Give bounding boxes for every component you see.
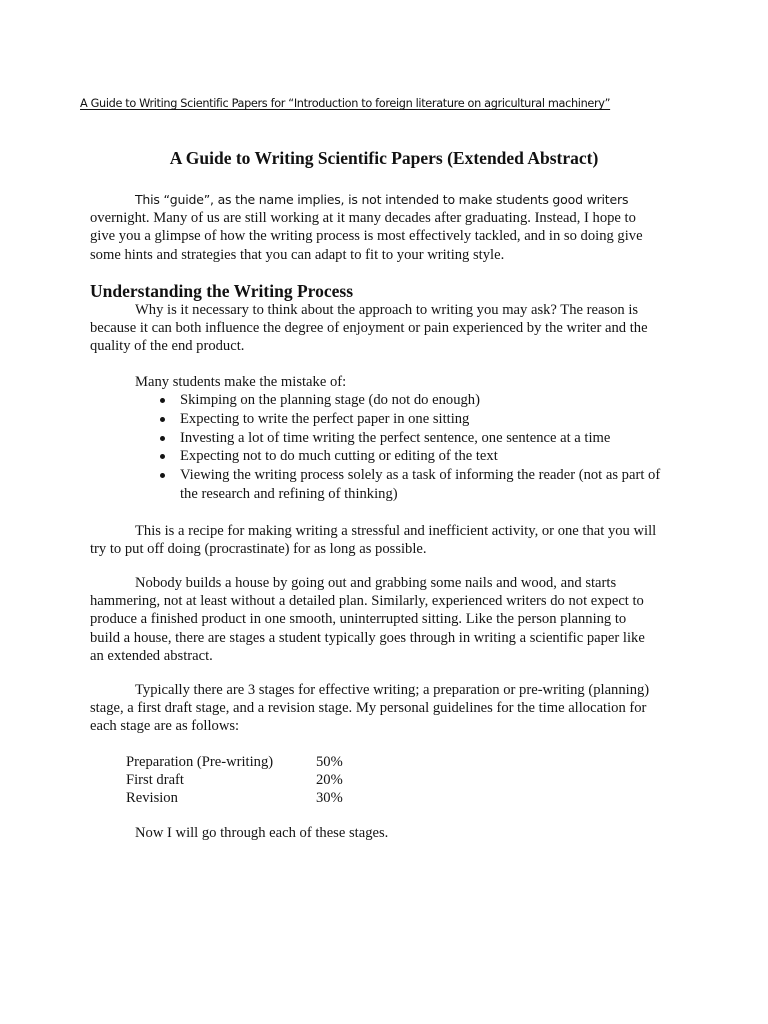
- allocation-stage: Revision: [126, 790, 178, 807]
- house-line: an extended abstract.: [90, 647, 213, 664]
- allocation-stage: Preparation (Pre-writing): [126, 754, 274, 770]
- stages-line: stage, a first draft stage, and a revision stage. My personal guidelines for the time allocation for: [90, 700, 647, 717]
- allocation-table: [126, 753, 343, 808]
- table-row: [126, 789, 343, 807]
- bullet-icon: [160, 436, 165, 441]
- bullet-icon: [160, 398, 165, 403]
- bullet-icon: [160, 417, 165, 422]
- house-line: produce a finished product in one smooth, uninterrupted sitting. Like the person planning to: [90, 611, 627, 628]
- list-item-text: the research and refining of thinking): [180, 485, 398, 502]
- list-item: [158, 410, 660, 429]
- allocation-percent: 50%: [316, 754, 343, 770]
- closing-line: Now I will go through each of these stages.: [135, 825, 389, 841]
- section-heading: Understanding the Writing Process: [90, 281, 354, 301]
- stages-paragraph: [90, 681, 690, 736]
- table-row: [126, 771, 343, 789]
- list-item-text: Skimping on the planning stage (do not do enough): [180, 392, 480, 408]
- section-paragraph: [90, 301, 690, 356]
- intro-line: give you a glimpse of how the writing process is most effectively tackled, and in so doing give: [90, 228, 643, 245]
- allocation-percent: 30%: [316, 790, 343, 807]
- recipe-paragraph: [90, 522, 690, 558]
- bullet-icon: [160, 473, 165, 478]
- house-line: hammering, not at least without a detailed plan. Similarly, experienced writers do not expect to: [90, 593, 644, 610]
- list-item-text: Expecting to write the perfect paper in one sitting: [180, 410, 470, 427]
- intro-paragraph: [90, 191, 690, 264]
- stages-line: each stage are as follows:: [90, 718, 240, 735]
- list-item: [158, 466, 660, 504]
- section-line: because it can both influence the degree of enjoyment or pain experienced by the writer and the: [90, 320, 648, 337]
- table-row: [126, 753, 343, 771]
- mistakes-intro: [90, 373, 690, 391]
- list-item-text: Viewing the writing process solely as a task of informing the reader (not as part of: [180, 467, 661, 484]
- intro-line: overnight. Many of us are still working at it many decades after graduating. Instead, I hope to: [90, 210, 636, 227]
- recipe-line: try to put off doing (procrastinate) for as long as possible.: [90, 541, 427, 558]
- document-title: A Guide to Writing Scientific Papers (Extended Abstract): [169, 148, 599, 168]
- page-header: A Guide to Writing Scientific Papers for “Introduction to foreign literature on agricultural machinery”: [80, 97, 611, 110]
- list-item: [158, 391, 660, 410]
- list-item-text: Investing a lot of time writing the perfect sentence, one sentence at a time: [180, 429, 611, 446]
- stages-line: Typically there are 3 stages for effective writing; a preparation or pre-writing (planning): [135, 682, 650, 698]
- section-line: quality of the end product.: [90, 338, 245, 355]
- mistakes-intro-text: Many students make the mistake of:: [135, 374, 347, 390]
- section-line: Why is it necessary to think about the approach to writing you may ask? The reason is: [135, 302, 639, 318]
- intro-line: some hints and strategies that you can adapt to fit to your writing style.: [90, 246, 505, 263]
- list-item: [158, 429, 660, 448]
- recipe-line: This is a recipe for making writing a stressful and inefficient activity, or one that you will: [135, 523, 657, 539]
- house-line: Nobody builds a house by going out and grabbing some nails and wood, and starts: [135, 575, 617, 591]
- house-paragraph: [90, 574, 690, 665]
- list-item: [158, 447, 660, 466]
- allocation-stage: First draft: [126, 772, 184, 789]
- house-line: build a house, there are stages a student typically goes through in writing a scientific paper like: [90, 629, 645, 646]
- bullet-icon: [160, 454, 165, 459]
- intro-line: This “guide”, as the name implies, is not intended to make students good writers: [135, 192, 629, 207]
- mistakes-list: [158, 391, 660, 504]
- list-item-text: Expecting not to do much cutting or editing of the text: [180, 448, 498, 465]
- allocation-percent: 20%: [316, 772, 343, 789]
- closing-paragraph: [90, 824, 690, 842]
